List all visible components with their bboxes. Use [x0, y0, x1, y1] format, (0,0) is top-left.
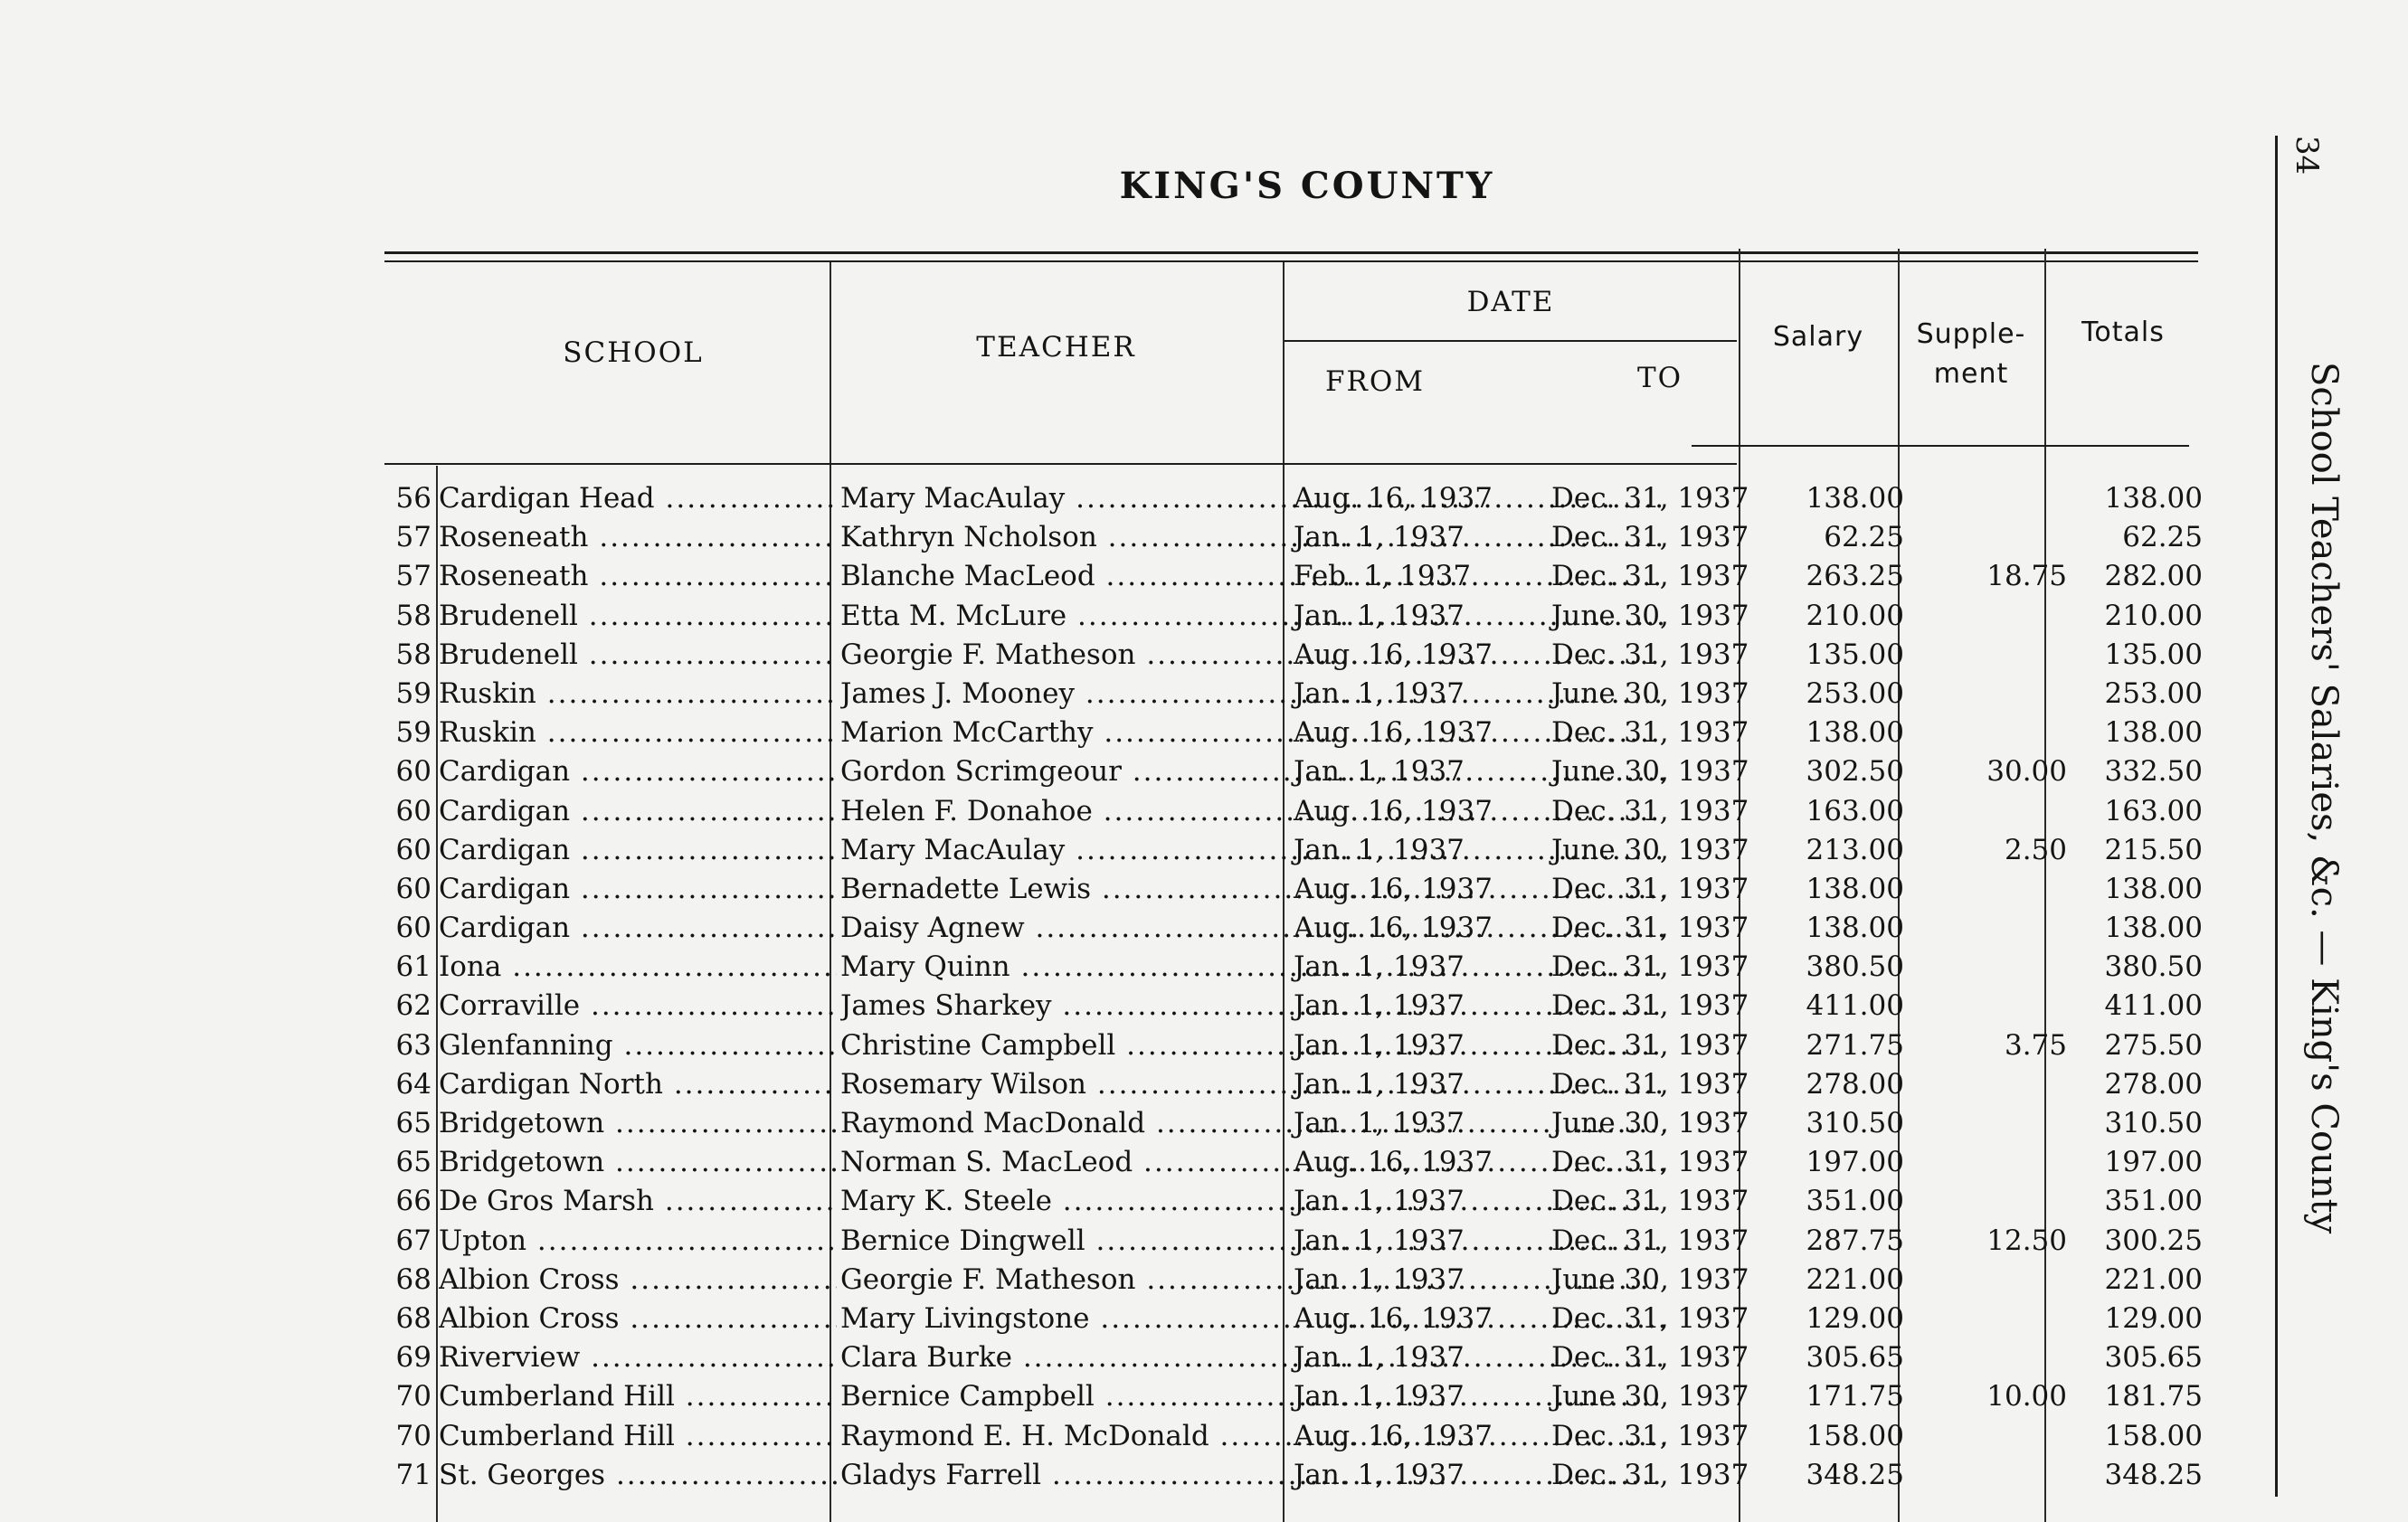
total-value: 163.00	[2104, 794, 2203, 827]
page-number: 34	[2289, 136, 2325, 175]
teacher-name: Georgie F. Matheson .....	[840, 1261, 1664, 1300]
school-number: 60	[395, 912, 431, 945]
total-value: 138.00	[2104, 912, 2203, 945]
table-row	[384, 1065, 2212, 1104]
school-number: 68	[395, 1301, 431, 1335]
total-value: 62.25	[2122, 521, 2203, 554]
school-name: Cardigan .....	[439, 870, 837, 909]
teacher-name: Raymond E. H. McDonald .....	[840, 1417, 1664, 1456]
date-to: Dec. 31, 1937	[1551, 482, 1749, 515]
school-number: 64	[395, 1067, 431, 1101]
school-number: 65	[395, 1146, 431, 1179]
school-number: 60	[395, 755, 431, 789]
header-supplement-line1: Supple-	[1916, 318, 2026, 350]
school-name: Cardigan .....	[439, 909, 837, 948]
teacher-name: Etta M. McLure .....	[840, 597, 1664, 636]
school-name: Albion Cross .....	[439, 1261, 837, 1300]
total-value: 282.00	[2104, 560, 2203, 593]
date-underline	[1285, 340, 1737, 342]
date-to: Dec. 31, 1937	[1551, 1146, 1749, 1179]
table-row	[384, 1338, 2212, 1377]
total-value: 158.00	[2104, 1419, 2203, 1452]
table-row	[384, 557, 2212, 596]
top-rule-thick	[384, 251, 2198, 254]
teacher-name: Mary Livingstone .....	[840, 1300, 1664, 1338]
salary-value: 135.00	[1806, 638, 1904, 671]
table-row	[384, 518, 2212, 557]
supplement-value: 12.50	[1986, 1224, 2067, 1257]
header-school: SCHOOL	[563, 336, 704, 369]
total-value: 138.00	[2104, 872, 2203, 905]
table-row	[384, 1261, 2212, 1300]
salary-value: 302.50	[1806, 755, 1904, 789]
total-value: 348.25	[2104, 1458, 2203, 1491]
table-row	[384, 1143, 2212, 1182]
date-from: Jan. 1, 1937	[1294, 1224, 1465, 1257]
header-bottom-rule-right	[1692, 445, 2189, 447]
total-value: 300.25	[2104, 1224, 2203, 1257]
total-value: 221.00	[2104, 1262, 2203, 1296]
salary-value: 171.75	[1806, 1380, 1904, 1413]
date-to: Dec. 31, 1937	[1551, 521, 1749, 554]
table-row	[384, 1456, 2212, 1495]
date-from: Aug. 16, 1937	[1294, 794, 1493, 827]
school-number: 58	[395, 638, 431, 671]
teacher-name: Rosemary Wilson .....	[840, 1065, 1664, 1104]
date-to: Dec. 31, 1937	[1551, 950, 1749, 984]
date-to: June 30, 1937	[1551, 755, 1749, 789]
school-name: St. Georges .....	[439, 1456, 837, 1495]
date-from: Jan. 1, 1937	[1294, 1067, 1465, 1101]
salary-value: 263.25	[1806, 560, 1904, 593]
date-from: Aug. 16, 1937	[1294, 716, 1493, 750]
supplement-value: 30.00	[1986, 755, 2067, 789]
teacher-name: Kathryn Ncholson .....	[840, 518, 1664, 557]
school-name: Ruskin .....	[439, 714, 837, 752]
side-running-title: School Teachers' Salaries, &c. — King's County	[2303, 362, 2345, 1234]
teacher-name: Gordon Scrimgeour .....	[840, 752, 1664, 791]
salary-value: 197.00	[1806, 1146, 1904, 1179]
total-value: 411.00	[2104, 989, 2203, 1023]
school-number: 70	[395, 1419, 431, 1452]
school-number: 56	[395, 482, 431, 515]
salary-value: 138.00	[1806, 482, 1904, 515]
salary-value: 62.25	[1824, 521, 1904, 554]
page-title: KING'S COUNTY	[1119, 165, 1495, 207]
total-value: 181.75	[2104, 1380, 2203, 1413]
date-from: Jan. 1, 1937	[1294, 1107, 1465, 1139]
teacher-name: Bernice Campbell .....	[840, 1377, 1664, 1416]
school-name: Corraville .....	[439, 987, 837, 1026]
supplement-value: 18.75	[1986, 560, 2067, 593]
salary-value: 271.75	[1806, 1028, 1904, 1062]
table-row	[384, 948, 2212, 987]
date-from: Jan. 1, 1937	[1294, 676, 1465, 710]
table-row	[384, 831, 2212, 870]
side-rule	[2275, 136, 2278, 1497]
salary-value: 348.25	[1806, 1458, 1904, 1491]
school-number: 59	[395, 716, 431, 750]
date-to: Dec. 31, 1937	[1551, 1458, 1749, 1491]
salary-value: 411.00	[1806, 989, 1904, 1023]
teacher-name: Mary MacAulay .....	[840, 831, 1664, 870]
table-row	[384, 1104, 2212, 1143]
school-number: 57	[395, 560, 431, 593]
school-name: Upton .....	[439, 1222, 837, 1261]
date-to: Dec. 31, 1937	[1551, 872, 1749, 905]
date-from: Jan. 1, 1937	[1294, 1380, 1465, 1413]
school-name: Riverview .....	[439, 1338, 837, 1377]
school-number: 63	[395, 1028, 431, 1062]
total-value: 253.00	[2104, 676, 2203, 710]
salary-value: 221.00	[1806, 1262, 1904, 1296]
teacher-name: Daisy Agnew .....	[840, 909, 1664, 948]
salary-value: 213.00	[1806, 833, 1904, 866]
teacher-name: James Sharkey .....	[840, 987, 1664, 1026]
header-totals: Totals	[2081, 317, 2165, 348]
top-rule-thin	[384, 260, 2198, 262]
date-to: June 30, 1937	[1551, 1380, 1749, 1413]
teacher-name: Norman S. MacLeod .....	[840, 1143, 1664, 1182]
total-value: 197.00	[2104, 1146, 2203, 1179]
school-name: Bridgetown .....	[439, 1104, 837, 1143]
date-to: Dec. 31, 1937	[1551, 716, 1749, 750]
date-to: Dec. 31, 1937	[1551, 1341, 1749, 1375]
school-number: 71	[395, 1458, 431, 1491]
table-row	[384, 479, 2212, 518]
header-date: DATE	[1466, 286, 1555, 318]
date-from: Aug. 16, 1937	[1294, 1301, 1493, 1335]
teacher-name: Marion McCarthy .....	[840, 714, 1664, 752]
table-row	[384, 1026, 2212, 1065]
date-from: Jan. 1, 1937	[1294, 989, 1465, 1023]
teacher-name: Mary K. Steele .....	[840, 1182, 1664, 1221]
total-value: 210.00	[2104, 599, 2203, 632]
date-from: Jan. 1, 1937	[1294, 950, 1465, 984]
date-from: Jan. 1, 1937	[1294, 1341, 1465, 1375]
header-bottom-rule	[384, 463, 1737, 465]
school-number: 70	[395, 1380, 431, 1413]
date-to: June 30, 1937	[1551, 676, 1749, 710]
school-name: Cumberland Hill .....	[439, 1377, 837, 1416]
teacher-name: Mary Quinn .....	[840, 948, 1664, 987]
salary-value: 210.00	[1806, 599, 1904, 632]
date-to: Dec. 31, 1937	[1551, 989, 1749, 1023]
school-name: Albion Cross .....	[439, 1300, 837, 1338]
date-from: Jan. 1, 1937	[1294, 1262, 1465, 1296]
salary-value: 287.75	[1806, 1224, 1904, 1257]
teacher-name: Georgie F. Matheson .....	[840, 636, 1664, 675]
total-value: 275.50	[2104, 1028, 2203, 1062]
school-name: De Gros Marsh .....	[439, 1182, 837, 1221]
salary-value: 158.00	[1806, 1419, 1904, 1452]
school-number: 66	[395, 1185, 431, 1218]
date-from: Aug. 16, 1937	[1294, 482, 1493, 515]
date-from: Jan. 1, 1937	[1294, 833, 1465, 866]
school-number: 60	[395, 872, 431, 905]
school-name: Cardigan North .....	[439, 1065, 837, 1104]
school-number: 65	[395, 1107, 431, 1139]
date-from: Aug. 16, 1937	[1294, 872, 1493, 905]
total-value: 332.50	[2104, 755, 2203, 789]
salary-value: 305.65	[1806, 1341, 1904, 1375]
school-name: Cardigan .....	[439, 752, 837, 791]
header-supplement-line2: ment	[1933, 358, 2009, 390]
date-to: Dec. 31, 1937	[1551, 638, 1749, 671]
table-row	[384, 1182, 2212, 1221]
school-number: 62	[395, 989, 431, 1023]
date-to: June 30, 1937	[1551, 1107, 1749, 1139]
table-row	[384, 987, 2212, 1026]
date-from: Feb. 1, 1937	[1294, 560, 1472, 593]
school-name: Brudenell .....	[439, 636, 837, 675]
header-teacher: TEACHER	[976, 331, 1136, 364]
school-name: Cumberland Hill .....	[439, 1417, 837, 1456]
date-to: Dec. 31, 1937	[1551, 1067, 1749, 1101]
date-to: Dec. 31, 1937	[1551, 794, 1749, 827]
table-row	[384, 870, 2212, 909]
teacher-name: James J. Mooney .....	[840, 675, 1664, 714]
date-to: June 30, 1937	[1551, 833, 1749, 866]
total-value: 215.50	[2104, 833, 2203, 866]
salary-value: 278.00	[1806, 1067, 1904, 1101]
salary-value: 380.50	[1806, 950, 1904, 984]
date-from: Aug. 16, 1937	[1294, 912, 1493, 945]
date-to: Dec. 31, 1937	[1551, 1185, 1749, 1218]
total-value: 129.00	[2104, 1301, 2203, 1335]
salary-value: 351.00	[1806, 1185, 1904, 1218]
total-value: 380.50	[2104, 950, 2203, 984]
teacher-name: Mary MacAulay .....	[840, 479, 1664, 518]
school-name: Cardigan Head .....	[439, 479, 837, 518]
table-row	[384, 792, 2212, 831]
date-from: Aug. 16, 1937	[1294, 638, 1493, 671]
salary-value: 138.00	[1806, 872, 1904, 905]
date-to: Dec. 31, 1937	[1551, 1301, 1749, 1335]
date-to: Dec. 31, 1937	[1551, 1028, 1749, 1062]
school-number: 61	[395, 950, 431, 984]
salary-value: 163.00	[1806, 794, 1904, 827]
table-row	[384, 597, 2212, 636]
table-row	[384, 636, 2212, 675]
school-name: Roseneath .....	[439, 557, 837, 596]
school-name: Bridgetown .....	[439, 1143, 837, 1182]
total-value: 138.00	[2104, 482, 2203, 515]
date-to: June 30, 1937	[1551, 1262, 1749, 1296]
table-row	[384, 1222, 2212, 1261]
teacher-name: Bernice Dingwell .....	[840, 1222, 1664, 1261]
total-value: 135.00	[2104, 638, 2203, 671]
header-salary: Salary	[1772, 321, 1864, 353]
teacher-name: Clara Burke .....	[840, 1338, 1664, 1377]
date-from: Jan. 1, 1937	[1294, 1185, 1465, 1218]
date-from: Jan. 1, 1937	[1294, 755, 1465, 789]
school-name: Brudenell .....	[439, 597, 837, 636]
total-value: 138.00	[2104, 716, 2203, 750]
table-row	[384, 675, 2212, 714]
school-number: 60	[395, 794, 431, 827]
date-from: Aug. 16, 1937	[1294, 1419, 1493, 1452]
total-value: 351.00	[2104, 1185, 2203, 1218]
date-to: Dec. 31, 1937	[1551, 1224, 1749, 1257]
teacher-name: Helen F. Donahoe .....	[840, 792, 1664, 831]
date-from: Jan. 1, 1937	[1294, 599, 1465, 632]
header-to: TO	[1636, 362, 1683, 394]
school-name: Glenfanning .....	[439, 1026, 837, 1065]
supplement-value: 2.50	[2004, 833, 2067, 866]
teacher-name: Raymond MacDonald .....	[840, 1104, 1664, 1143]
table-row	[384, 752, 2212, 791]
total-value: 305.65	[2104, 1341, 2203, 1375]
teacher-name: Gladys Farrell .....	[840, 1456, 1664, 1495]
salary-value: 253.00	[1806, 676, 1904, 710]
date-to: June 30, 1937	[1551, 599, 1749, 632]
table-row	[384, 1417, 2212, 1456]
salary-value: 138.00	[1806, 716, 1904, 750]
salary-table-body	[384, 479, 2212, 1495]
school-name: Ruskin .....	[439, 675, 837, 714]
date-to: Dec. 31, 1937	[1551, 912, 1749, 945]
total-value: 310.50	[2104, 1107, 2203, 1139]
table-row	[384, 909, 2212, 948]
date-from: Jan. 1, 1937	[1294, 1458, 1465, 1491]
salary-value: 129.00	[1806, 1301, 1904, 1335]
supplement-value: 3.75	[2004, 1028, 2067, 1062]
school-number: 60	[395, 833, 431, 866]
school-number: 68	[395, 1262, 431, 1296]
total-value: 278.00	[2104, 1067, 2203, 1101]
teacher-name: Christine Campbell .....	[840, 1026, 1664, 1065]
date-to: Dec. 31, 1937	[1551, 1419, 1749, 1452]
table-row	[384, 714, 2212, 752]
school-name: Roseneath .....	[439, 518, 837, 557]
teacher-name: Bernadette Lewis .....	[840, 870, 1664, 909]
header-from: FROM	[1324, 365, 1425, 398]
supplement-value: 10.00	[1986, 1380, 2067, 1413]
date-from: Jan. 1, 1937	[1294, 521, 1465, 554]
school-number: 67	[395, 1224, 431, 1257]
school-number: 57	[395, 521, 431, 554]
salary-value: 310.50	[1806, 1107, 1904, 1139]
table-row	[384, 1300, 2212, 1338]
school-number: 59	[395, 676, 431, 710]
school-name: Iona .....	[439, 948, 837, 987]
teacher-name: Blanche MacLeod .....	[840, 557, 1664, 596]
school-name: Cardigan .....	[439, 792, 837, 831]
date-from: Jan. 1, 1937	[1294, 1028, 1465, 1062]
school-name: Cardigan .....	[439, 831, 837, 870]
date-from: Aug. 16, 1937	[1294, 1146, 1493, 1179]
date-to: Dec. 31, 1937	[1551, 560, 1749, 593]
school-number: 69	[395, 1341, 431, 1375]
table-row	[384, 1377, 2212, 1416]
salary-value: 138.00	[1806, 912, 1904, 945]
school-number: 58	[395, 599, 431, 632]
